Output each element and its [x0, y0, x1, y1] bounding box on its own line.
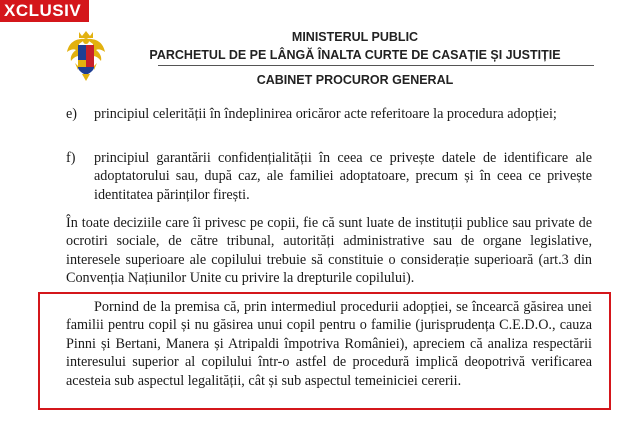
list-item-text: principiul garantării confidențialității în ceea ce privește datele de identificare ale adoptatorului sau, după caz, ale familiei adoptatoare, precum și în ceea ce privește identitatea părinților firești. [94, 150, 592, 203]
paragraph-highlighted: Pornind de la premisa că, prin intermediul procedurii adopției, se încearcă găsirea unei familii pentru copil și nu găsirea unui copil pentru o familie (jurisprudența C.E.D.O., cauza Pinni și Bertani, Manera și Atripaldi împotriva României), apreciem că analiza respectării interesului superior al copilului într-o astfel de procedură implică deopotrivă verificarea acesteia sub aspectul legalității, cât și sub aspectul temeiniciei cererii. [66, 299, 592, 389]
paragraph-child-interest: În toate deciziile care îi privesc pe copii, fie că sunt luate de instituții publice sau private de ocrotiri sociale, de către tribunal, autorități administrative sau de organe legislative, interesele superioare ale copilului trebuie să constituie o considerație superioară (art.3 din Convenția Națiunilor Unite cu privire la drepturile copilului). [66, 215, 592, 287]
header-line-cabinet: CABINET PROCUROR GENERAL [256, 73, 454, 87]
header-line-prosecutor-office: PARCHETUL DE PE LÂNGĂ ÎNALTA CURTE DE CASAȚIE ȘI JUSTIȚIE [149, 48, 561, 62]
romanian-coat-of-arms-icon [66, 30, 106, 82]
list-item-label: f) [66, 150, 76, 166]
header-line-ministry: MINISTERUL PUBLIC [291, 30, 419, 44]
list-item-label: e) [66, 106, 78, 122]
list-item-text: principiul celerității în îndeplinirea oricăror acte referitoare la procedura adopției; [94, 106, 557, 122]
header-divider [158, 65, 594, 66]
list-item-f [66, 149, 592, 204]
exclusive-badge: XCLUSIV [0, 0, 89, 22]
list-item-e [66, 105, 592, 123]
